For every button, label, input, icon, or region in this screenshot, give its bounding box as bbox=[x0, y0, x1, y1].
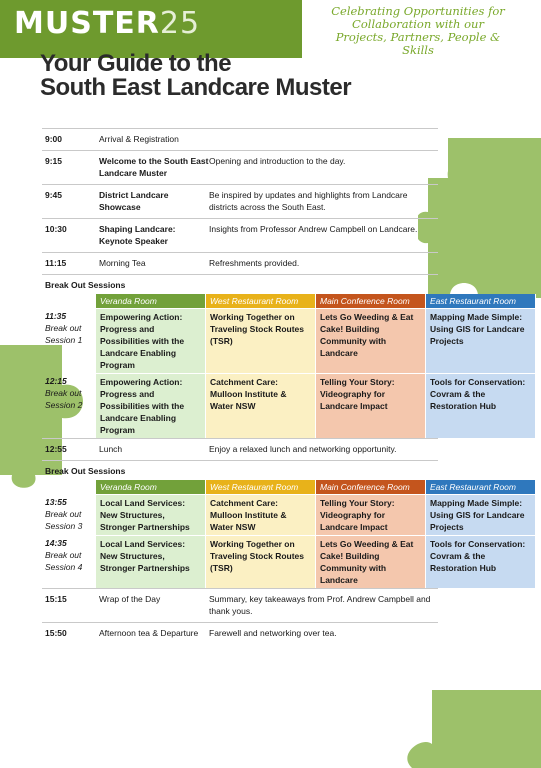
brand-year: 25 bbox=[159, 6, 201, 41]
agenda-row bbox=[42, 150, 438, 184]
breakout-heading: Break Out Sessions bbox=[42, 274, 438, 294]
agenda-item-desc: Enjoy a relaxed lunch and networking opportunity. bbox=[209, 444, 397, 454]
agenda-row bbox=[42, 252, 438, 274]
session-time-cell bbox=[42, 535, 96, 588]
agenda-row bbox=[42, 218, 438, 252]
breakout-heading: Break Out Sessions bbox=[42, 460, 438, 480]
agenda-time: 12:55 bbox=[45, 444, 67, 454]
session-time: 12:15 bbox=[45, 376, 67, 386]
room-header: West Restaurant Room bbox=[206, 480, 316, 494]
session-cell: Lets Go Weeding & Eat Cake! Building Community with Landcare bbox=[316, 535, 426, 588]
agenda-item-desc: Farewell and networking over tea. bbox=[209, 628, 337, 638]
agenda-item-name: Afternoon tea & Departure bbox=[99, 628, 199, 638]
agenda-item-desc: Summary, key takeaways from Prof. Andrew Campbell and thank yous. bbox=[209, 594, 431, 616]
session-time: 11:35 bbox=[45, 311, 67, 321]
session-label: Break out Session 2 bbox=[45, 388, 83, 410]
session-cell: Telling Your Story: Videography for Landcare Impact bbox=[316, 373, 426, 438]
agenda-item-name: Morning Tea bbox=[99, 258, 146, 268]
session-cell: Working Together on Traveling Stock Routes (TSR) bbox=[206, 535, 316, 588]
room-header: East Restaurant Room bbox=[426, 480, 536, 494]
session-label: Break out Session 3 bbox=[45, 509, 83, 531]
session-cell: Local Land Services: New Structures, Stronger Partnerships bbox=[96, 535, 206, 588]
tagline-line: Projects, Partners, People & Skills bbox=[335, 30, 501, 57]
session-time: 13:55 bbox=[45, 497, 67, 507]
grid-corner bbox=[42, 480, 96, 494]
room-header: Main Conference Room bbox=[316, 294, 426, 308]
brand-text: MUSTER bbox=[14, 6, 160, 41]
agenda-item-name: Welcome to the South East Landcare Muster bbox=[99, 156, 209, 178]
breakout-grid bbox=[42, 294, 536, 438]
room-header: Main Conference Room bbox=[316, 480, 426, 494]
agenda-item-name: Arrival & Registration bbox=[99, 134, 179, 144]
agenda-item-desc bbox=[209, 133, 437, 145]
agenda-item-name: Shaping Landcare: Keynote Speaker bbox=[99, 224, 176, 246]
agenda-item-desc: Be inspired by updates and highlights from Landcare districts across the South East. bbox=[209, 190, 408, 212]
session-label: Break out Session 4 bbox=[45, 550, 83, 572]
agenda-item-name: Wrap of the Day bbox=[99, 594, 161, 604]
session-time-cell bbox=[42, 373, 96, 438]
schedule-table bbox=[42, 128, 526, 644]
puzzle-piece-bottom-right bbox=[392, 686, 541, 768]
room-header: West Restaurant Room bbox=[206, 294, 316, 308]
agenda-item-name: District Landcare Showcase bbox=[99, 190, 169, 212]
session-cell: Catchment Care: Mulloon Institute & Water NSW bbox=[206, 494, 316, 535]
room-header: East Restaurant Room bbox=[426, 294, 536, 308]
session-cell: Empowering Action: Progress and Possibilities with the Landcare Enabling Program bbox=[96, 373, 206, 438]
agenda-time: 15:50 bbox=[45, 628, 67, 638]
session-cell: Tools for Conservation: Covram & the Restoration Hub bbox=[426, 535, 536, 588]
agenda-row bbox=[42, 128, 438, 150]
session-label: Break out Session 1 bbox=[45, 323, 83, 345]
session-cell: Working Together on Traveling Stock Routes (TSR) bbox=[206, 308, 316, 373]
agenda-time: 15:15 bbox=[45, 594, 67, 604]
tagline-line: Collaboration with our bbox=[352, 17, 484, 31]
room-header: Veranda Room bbox=[96, 480, 206, 494]
agenda-time: 10:30 bbox=[45, 224, 67, 234]
agenda-time: 11:15 bbox=[45, 258, 67, 268]
agenda-time: 9:45 bbox=[45, 190, 63, 200]
session-cell: Mapping Made Simple: Using GIS for Landcare Projects bbox=[426, 308, 536, 373]
room-header: Veranda Room bbox=[96, 294, 206, 308]
agenda-row bbox=[42, 438, 438, 460]
page-title bbox=[40, 52, 351, 100]
agenda-row bbox=[42, 184, 438, 218]
agenda-item-name: Lunch bbox=[99, 444, 123, 454]
tagline-line: Celebrating Opportunities for bbox=[331, 4, 505, 18]
session-cell: Local Land Services: New Structures, Stronger Partnerships bbox=[96, 494, 206, 535]
session-cell: Catchment Care: Mulloon Institute & Water NSW bbox=[206, 373, 316, 438]
breakout-grid bbox=[42, 480, 536, 588]
session-time-cell bbox=[42, 494, 96, 535]
agenda-item-desc: Insights from Professor Andrew Campbell on Landcare. bbox=[209, 224, 418, 234]
session-cell: Tools for Conservation: Covram & the Restoration Hub bbox=[426, 373, 536, 438]
agenda-item-desc: Opening and introduction to the day. bbox=[209, 156, 346, 166]
session-time-cell bbox=[42, 308, 96, 373]
agenda-time: 9:00 bbox=[45, 134, 63, 144]
tagline bbox=[318, 5, 518, 57]
title-line: Your Guide to the bbox=[40, 50, 232, 77]
agenda-time: 9:15 bbox=[45, 156, 63, 166]
session-cell: Empowering Action: Progress and Possibilities with the Landcare Enabling Program bbox=[96, 308, 206, 373]
agenda-row bbox=[42, 622, 438, 644]
session-cell: Lets Go Weeding & Eat Cake! Building Community with Landcare bbox=[316, 308, 426, 373]
session-time: 14:35 bbox=[45, 538, 67, 548]
session-cell: Mapping Made Simple: Using GIS for Landcare Projects bbox=[426, 494, 536, 535]
agenda-item-desc: Refreshments provided. bbox=[209, 258, 300, 268]
title-line: South East Landcare Muster bbox=[40, 74, 352, 101]
session-cell: Telling Your Story: Videography for Landcare Impact bbox=[316, 494, 426, 535]
grid-corner bbox=[42, 294, 96, 308]
agenda-row bbox=[42, 588, 438, 622]
